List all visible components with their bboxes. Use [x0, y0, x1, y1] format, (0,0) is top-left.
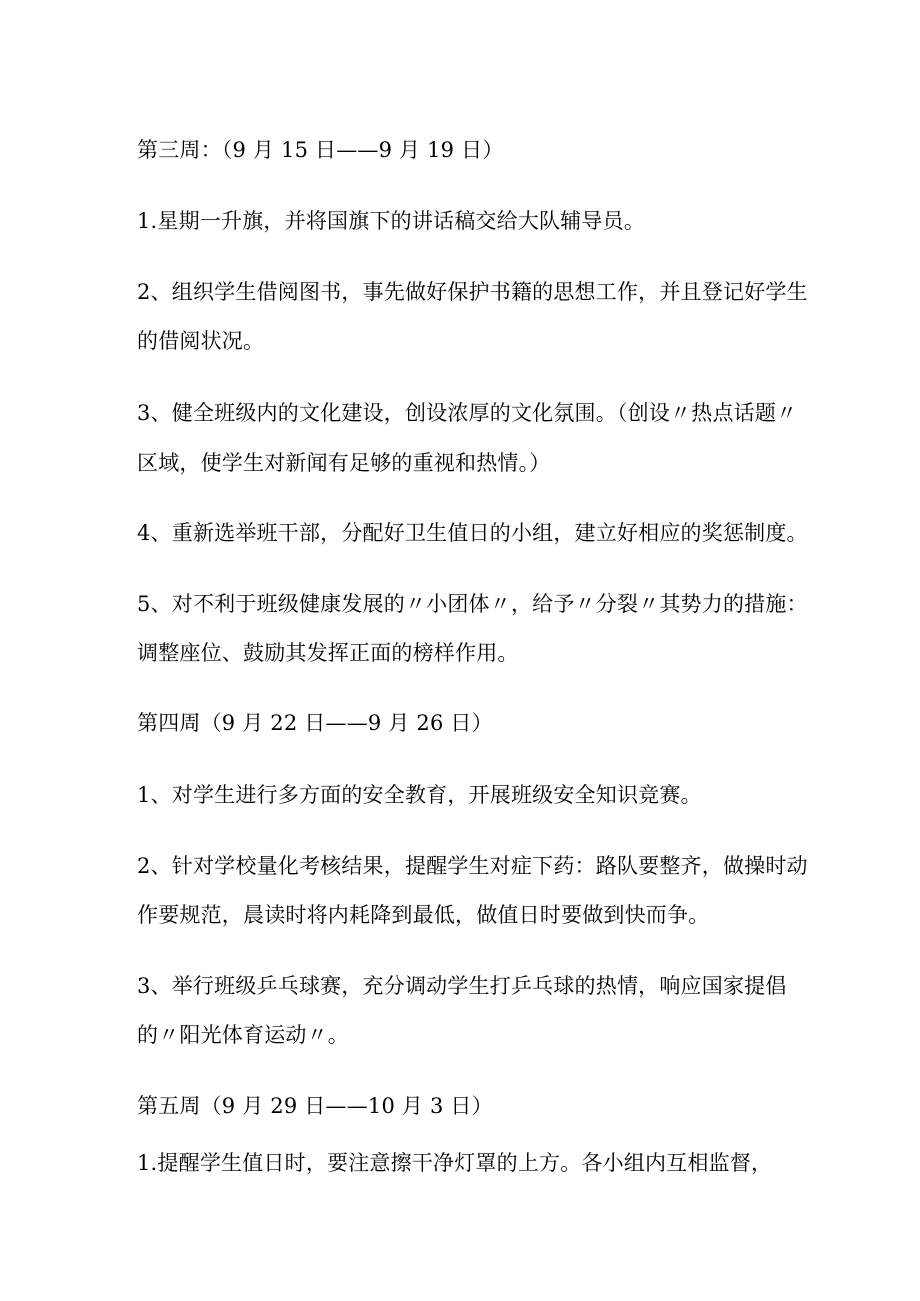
week3-item-3-line-2: 区域，使学生对新闻有足够的重视和热情。） — [137, 451, 551, 475]
week4-item-2-line-2: 作要规范，晨读时将内耗降到最低，做值日时要做到快而争。 — [137, 903, 710, 927]
week3-item-5-line-1: 5、对不利于班级健康发展的〃小团体〃，给予〃分裂〃其势力的措施： — [137, 592, 808, 616]
week3-item-2-line-1: 2、组织学生借阅图书，事先做好保护书籍的思想工作，并且登记好学生 — [137, 280, 808, 304]
week3-item-3-line-1: 3、健全班级内的文化建设，创设浓厚的文化氛围。（创设〃热点话题〃 — [137, 401, 798, 425]
week3-item-1-line-1: 1.星期一升旗，并将国旗下的讲话稿交给大队辅导员。 — [137, 209, 646, 233]
week5-heading: 第五周（9 月 29 日——10 月 3 日） — [137, 1094, 493, 1118]
week4-item-1-line-1: 1、对学生进行多方面的安全教育，开展班级安全知识竞赛。 — [137, 783, 702, 807]
week5-item-1-line-1: 1.提醒学生值日时，要注意擦干净灯罩的上方。各小组内互相监督， — [137, 1151, 773, 1175]
week4-heading: 第四周（9 月 22 日——9 月 26 日） — [137, 711, 493, 735]
week3-heading: 第三周：（9 月 15 日——9 月 19 日） — [137, 138, 504, 162]
week4-item-2-line-1: 2、针对学校量化考核结果，提醒学生对症下药：路队要整齐，做操时动 — [137, 854, 808, 878]
week4-item-3-line-1: 3、举行班级乒乓球赛，充分调动学生打乒乓球的热情，响应国家提倡 — [137, 974, 787, 998]
week3-item-4-line-1: 4、重新选举班干部，分配好卫生值日的小组，建立好相应的奖惩制度。 — [137, 521, 808, 545]
week4-item-3-line-2: 的〃阳光体育运动〃。 — [137, 1023, 349, 1047]
week3-item-5-line-2: 调整座位、鼓励其发挥正面的榜样作用。 — [137, 641, 519, 665]
week3-item-2-line-2: 的借阅状况。 — [137, 329, 265, 353]
